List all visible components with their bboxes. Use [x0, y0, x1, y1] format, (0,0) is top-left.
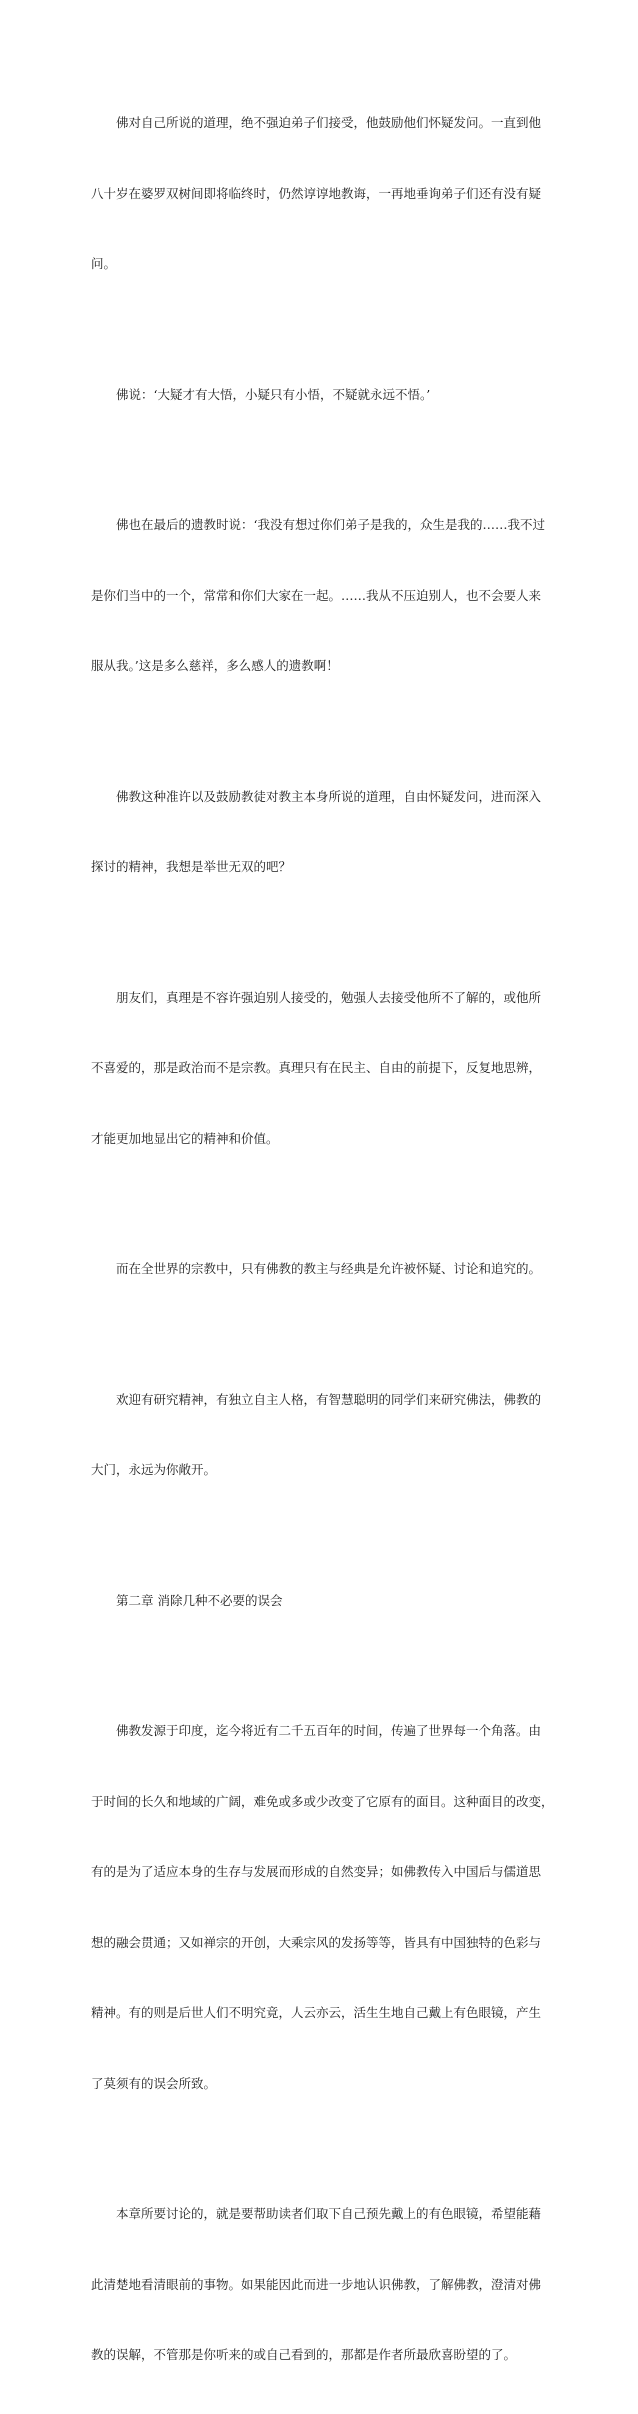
text-line: 了莫须有的误会所致。 — [91, 2075, 217, 2091]
text-line: 佛教发源于印度，迄今将近有二千五百年的时间，传遍了世界每一个角落。由 — [116, 1723, 542, 1738]
text-line: 服从我。’这是多么慈祥，多么感人的遗教啊！ — [91, 658, 339, 673]
paragraph-7 — [91, 1341, 547, 1529]
paragraph-4 — [91, 738, 547, 926]
paragraph-2 — [91, 336, 547, 454]
text-line: 朋友们，真理是不容许强迫别人接受的，勉强人去接受他所不了解的，或他所 — [116, 989, 542, 1005]
paragraph-1 — [91, 64, 547, 323]
paragraph-6 — [91, 1210, 547, 1328]
text-line: 欢迎有研究精神，有独立自主人格，有智慧聪明的同学们来研究佛法，佛教的 — [116, 1391, 542, 1407]
text-line: 不喜爱的，那是政治而不是宗教。真理只有在民主、自由的前提下，反复地思辨， — [91, 1060, 542, 1075]
text-line: 于时间的长久和地域的广阔，难免或多或少改变了它原有的面目。这种面目的改变， — [91, 1793, 554, 1809]
text-line: 佛也在最后的遗教时说：‘我没有想过你们弟子是我的，众生是我的……我不过 — [116, 517, 545, 532]
text-line: 而在全世界的宗教中，只有佛教的教主与经典是允许被怀疑、讨论和追究的。 — [116, 1261, 542, 1276]
text-line: 问。 — [91, 256, 117, 271]
text-line: 想的融会贯通；又如禅宗的开创，大乘宗风的发扬等等，皆具有中国独特的色彩与 — [91, 1934, 542, 1950]
paragraph-5 — [91, 939, 547, 1198]
text-line: 此清楚地看清眼前的事物。如果能因此而进一步地认识佛教，了解佛教，澄清对佛 — [91, 2276, 542, 2292]
paragraph-8 — [91, 1672, 554, 2142]
chapter-heading — [91, 1542, 547, 1660]
text-line: 佛教这种准许以及鼓励教徒对教主本身所说的道理，自由怀疑发问，进而深入 — [116, 788, 542, 804]
text-line: 八十岁在婆罗双树间即将临终时，仍然谆谆地教诲，一再地垂询弟子们还有没有疑 — [91, 185, 542, 201]
text-line: 佛对自己所说的道理，绝不强迫弟子们接受，他鼓励他们怀疑发问。一直到他 — [116, 115, 542, 130]
text-line: 大门，永远为你敞开。 — [91, 1462, 217, 1477]
text-line: 佛说：‘大疑才有大悟，小疑只有小悟，不疑就永远不悟。’ — [116, 386, 431, 402]
text-line: 教的误解，不管那是你听来的或自己看到的，那都是作者所最欣喜盼望的了。 — [91, 2347, 517, 2362]
paragraph-3 — [91, 466, 547, 725]
text-line: 精神。有的则是后世人们不明究竟，人云亦云，活生生地自己戴上有色眼镜，产生 — [91, 2005, 542, 2020]
text-line: 本章所要讨论的，就是要帮助读者们取下自己预先戴上的有色眼镜，希望能藉 — [116, 2206, 542, 2221]
text-line: 探讨的精神，我想是举世无双的吧？ — [91, 859, 292, 874]
heading-line: 第二章 消除几种不必要的误会 — [116, 1592, 283, 1608]
paragraph-9 — [91, 2155, 547, 2414]
text-line: 才能更加地显出它的精神和价值。 — [91, 1130, 279, 1146]
text-line: 有的是为了适应本身的生存与发展而形成的自然变异；如佛教传入中国后与儒道思 — [91, 1864, 542, 1879]
text-line: 是你们当中的一个，常常和你们大家在一起。……我从不压迫别人，也不会要人来 — [91, 587, 542, 603]
